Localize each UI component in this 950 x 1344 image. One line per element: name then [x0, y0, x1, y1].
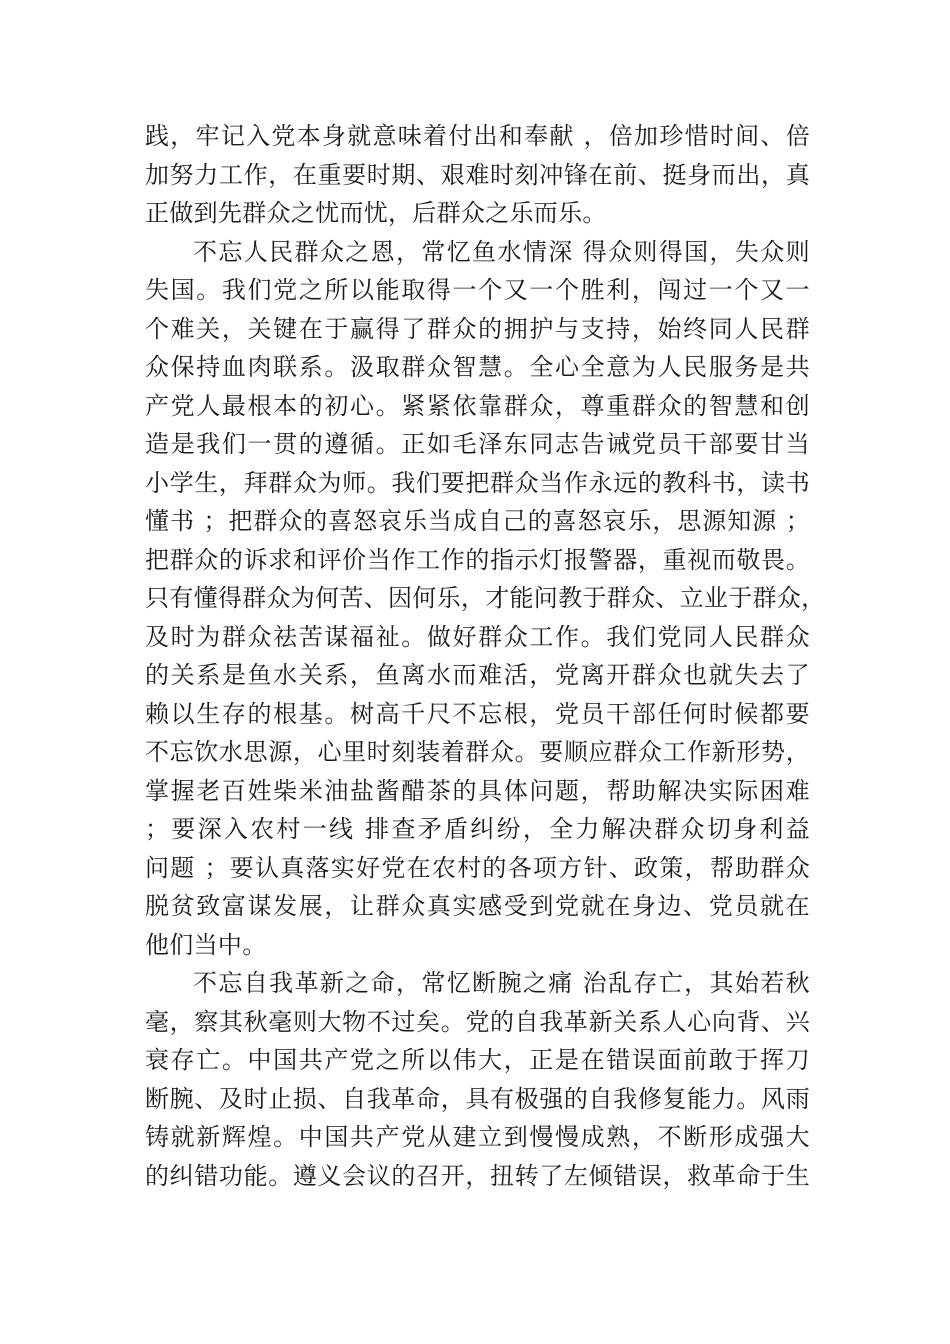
text-line: 不忘人民群众之恩，常忆鱼水情深 得众则得国，失众则	[193, 237, 810, 266]
text-line: 衰存亡。中国共产党之所以伟大，正是在错误面前敢于挥刀	[145, 1046, 810, 1074]
text-line: 个难关，关键在于赢得了群众的拥护与支持，始终同人民群	[145, 314, 810, 343]
text-line: ；要深入农村一线 排查矛盾纠纷，全力解决群众切身利益	[145, 815, 810, 843]
paragraph	[145, 233, 826, 965]
text-line: 只有懂得群众为何苦、因何乐，才能问教于群众、立业于群众，	[145, 584, 826, 612]
text-line: 赖以生存的根基。树高千尺不忘根，党员干部任何时候都要	[145, 699, 810, 728]
text-line: 造是我们一贯的遵循。正如毛泽东同志告诫党员干部要甘当	[145, 430, 810, 458]
paragraph	[145, 964, 810, 1195]
text-line: 把群众的诉求和评价当作工作的指示灯报警器，重视而敬畏。	[145, 545, 810, 574]
text-line: 铸就新辉煌。中国共产党从建立到慢慢成熟，不断形成强大	[145, 1123, 810, 1151]
text-line: 懂书 ；把群众的喜怒哀乐当成自己的喜怒哀乐，思源知源 ；	[145, 507, 810, 535]
text-line: 众保持血肉联系。汲取群众智慧。全心全意为人民服务是共	[145, 353, 810, 381]
text-line: 践，牢记入党本身就意味着付出和奉献 ，倍加珍惜时间、倍	[145, 122, 810, 150]
text-line: 失国。我们党之所以能取得一个又一个胜利，闯过一个又一	[145, 276, 810, 304]
document-body	[145, 117, 826, 1195]
text-line: 毫，察其秋毫则大物不过矣。党的自我革新关系人心向背、兴	[145, 1007, 810, 1036]
text-line: 不忘饮水思源，心里时刻装着群众。要顺应群众工作新形势，	[145, 738, 810, 766]
text-line: 加努力工作，在重要时期、艰难时刻冲锋在前、挺身而出，真	[145, 160, 810, 189]
text-line: 产党人最根本的初心。紧紧依靠群众，尊重群众的智慧和创	[145, 391, 810, 420]
text-line: 小学生，拜群众为师。我们要把群众当作永远的教科书，读书	[145, 468, 810, 497]
paragraph	[145, 117, 810, 233]
text-line: 的关系是鱼水关系，鱼离水而难活，党离开群众也就失去了	[145, 661, 810, 689]
text-line: 及时为群众祛苦谋福祉。做好群众工作。我们党同人民群众	[145, 622, 810, 651]
text-line: 掌握老百姓柴米油盐酱醋茶的具体问题，帮助解决实际困难	[145, 776, 810, 805]
text-line: 的纠错功能。遵义会议的召开，扭转了左倾错误，救革命于生	[145, 1161, 810, 1190]
text-line: 他们当中。	[145, 930, 267, 959]
text-line: 脱贫致富谋发展，让群众真实感受到党就在身边、党员就在	[145, 892, 810, 920]
text-line: 正做到先群众之忧而忧，后群众之乐而乐。	[145, 199, 607, 227]
text-line: 不忘自我革新之命，常忆断腕之痛 治乱存亡，其始若秋	[193, 969, 810, 997]
text-line: 断腕、及时止损、自我革命，具有极强的自我修复能力。风雨	[145, 1084, 810, 1113]
text-line: 问题 ；要认真落实好党在农村的各项方针、政策，帮助群众	[145, 853, 810, 882]
